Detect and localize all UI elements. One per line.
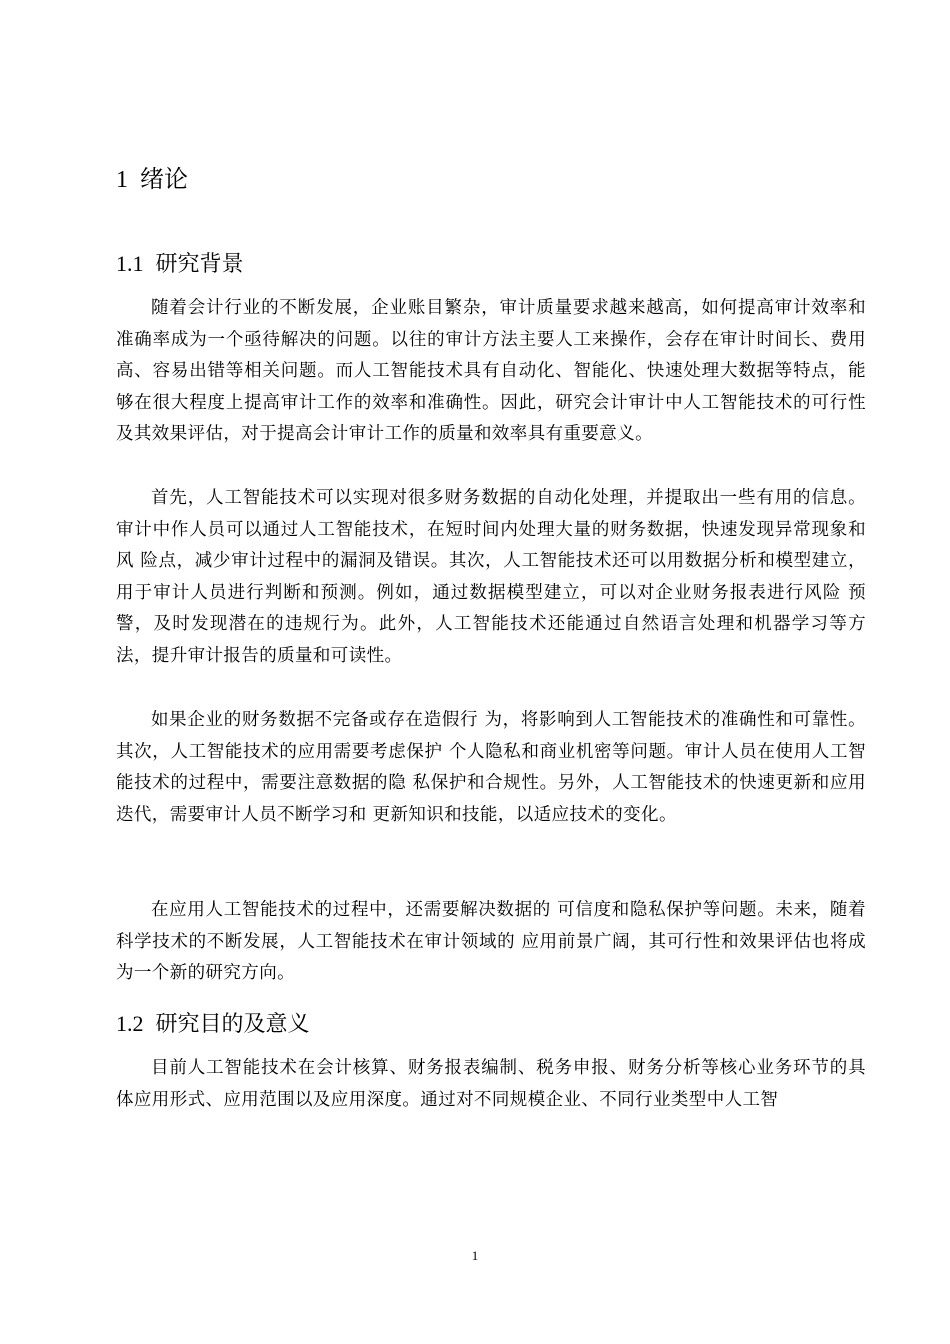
paragraph-background-2: 首先，人工智能技术可以实现对很多财务数据的自动化处理，并提取出一些有用的信息。审计中作人员可以通过人工智能技术，在短时间内处理大量的财务数据，快速发现异常现象和风 险点，减少审计过程中的漏洞及错误。其次，人工智能技术还可以用数据分析和模型建立， 用于审计人员进行判断和预测。例如，通过数据模型建立，可以对企业财务报表进行风险 预警，及时发现潜在的违规行为。此外，人工智能技术还能通过自然语言处理和机器学习等方法，提升审计报告的质量和可读性。: [116, 488, 866, 666]
paragraph-background-4: 在应用人工智能技术的过程中，还需要解决数据的 可信度和隐私保护等问题。未来，随着科学技术的不断发展，人工智能技术在审计领域的 应用前景广阔，其可行性和效果评估也将成为一个新的研究方向。: [116, 900, 866, 983]
paragraph-background-3: 如果企业的财务数据不完备或存在造假行 为，将影响到人工智能技术的准确性和可靠性。其次，人工智能技术的应用需要考虑保护 个人隐私和商业机密等问题。审计人员在使用人工智能技术的过程中，需要注意数据的隐 私保护和合规性。另外，人工智能技术的快速更新和应用迭代，需要审计人员不断学习和 更新知识和技能，以适应技术的变化。: [116, 710, 866, 825]
section-heading-1-2: [116, 1008, 310, 1041]
section-title: 研究背景: [155, 252, 244, 277]
section-heading-1-1: [116, 248, 244, 281]
section-number: 1.1: [116, 251, 144, 276]
chapter-title: 绪论: [140, 165, 188, 193]
section-title: 研究目的及意义: [155, 1012, 310, 1037]
section-number: 1.2: [116, 1011, 144, 1036]
chapter-heading: [116, 162, 188, 197]
chapter-number: 1: [116, 167, 128, 193]
page-number: 1: [471, 1248, 479, 1263]
paragraph-purpose-1: 目前人工智能技术在会计核算、财务报表编制、税务申报、财务分析等核心业务环节的具体应用形式、应用范围以及应用深度。通过对不同规模企业、不同行业类型中人工智: [116, 1058, 866, 1110]
paragraph-background-1: 随着会计行业的不断发展，企业账目繁杂，审计质量要求越来越高，如何提高审计效率和准确率成为一个亟待解决的问题。以往的审计方法主要人工来操作，会存在审计时间长、费用高、容易出错等相关问题。而人工智能技术具有自动化、智能化、快速处理大数据等特点，能够在很大程度上提高审计工作的效率和准确性。因此，研究会计审计中人工智能技术的可行性及其效果评估，对于提高会计审计工作的质量和效率具有重要意义。: [116, 298, 866, 444]
